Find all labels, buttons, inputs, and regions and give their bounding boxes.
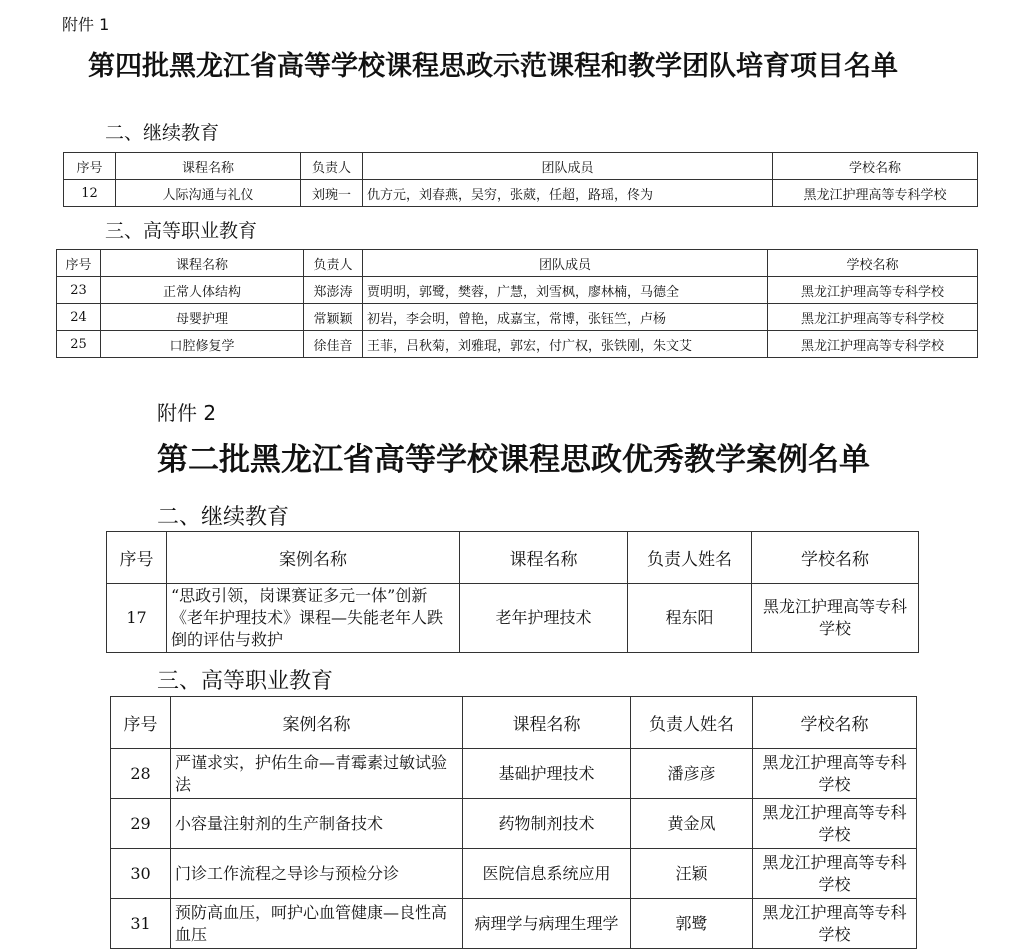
header-course: 课程名称 [460, 532, 628, 584]
cell-members: 王菲，吕秋菊，刘雅琨，郭宏，付广权，张铁刚，朱文艾 [363, 331, 768, 358]
a1-vocational-table [56, 249, 978, 358]
cell-case: 门诊工作流程之导诊与预检分诊 [171, 849, 463, 899]
header-school: 学校名称 [753, 697, 917, 749]
header-members: 团队成员 [363, 250, 768, 277]
cell-course: 老年护理技术 [460, 584, 628, 653]
table-row [111, 799, 917, 849]
attachment2-label: 附件 2 [157, 401, 217, 425]
cell-course: 基础护理技术 [463, 749, 631, 799]
cell-lead: 徐佳音 [304, 331, 363, 358]
cell-lead: 郭鹭 [631, 899, 753, 949]
header-no: 序号 [111, 697, 171, 749]
table-row [57, 331, 978, 358]
cell-lead: 黄金凤 [631, 799, 753, 849]
a2-continuing-table [106, 531, 919, 653]
header-lead: 负责人 [301, 153, 363, 180]
header-members: 团队成员 [363, 153, 773, 180]
header-school: 学校名称 [752, 532, 919, 584]
cell-course: 正常人体结构 [101, 277, 304, 304]
cell-no: 31 [111, 899, 171, 949]
table-header-row [57, 250, 978, 277]
cell-lead: 程东阳 [628, 584, 752, 653]
cell-no: 25 [57, 331, 101, 358]
cell-course: 药物制剂技术 [463, 799, 631, 849]
header-no: 序号 [64, 153, 116, 180]
cell-school: 黑龙江护理高等专科学校 [768, 277, 978, 304]
a2-vocational-table [110, 696, 917, 949]
cell-lead: 刘琬一 [301, 180, 363, 207]
cell-lead: 潘彦彦 [631, 749, 753, 799]
cell-case: 严谨求实，护佑生命—青霉素过敏试验法 [171, 749, 463, 799]
table-row [111, 849, 917, 899]
cell-case: “思政引领，岗课赛证多元一体”创新《老年护理技术》课程—失能老年人跌倒的评估与救护 [167, 584, 460, 653]
header-case: 案例名称 [171, 697, 463, 749]
a2-section-continuing-heading: 二、继续教育 [157, 505, 290, 530]
header-no: 序号 [107, 532, 167, 584]
cell-no: 24 [57, 304, 101, 331]
header-lead: 负责人姓名 [631, 697, 753, 749]
cell-course: 医院信息系统应用 [463, 849, 631, 899]
cell-lead: 常颖颖 [304, 304, 363, 331]
cell-school: 黑龙江护理高等专科学校 [752, 584, 919, 653]
a1-section-vocational-heading: 三、高等职业教育 [105, 220, 258, 242]
cell-course: 母婴护理 [101, 304, 304, 331]
header-no: 序号 [57, 250, 101, 277]
header-course: 课程名称 [101, 250, 304, 277]
attachment2-title: 第二批黑龙江省高等学校课程思政优秀教学案例名单 [157, 442, 870, 478]
table-row [57, 277, 978, 304]
cell-school: 黑龙江护理高等专科学校 [753, 749, 917, 799]
cell-no: 23 [57, 277, 101, 304]
cell-members: 仇方元，刘春燕，吴穷，张葳，任超，路瑶，佟为 [363, 180, 773, 207]
table-row [107, 584, 919, 653]
cell-school: 黑龙江护理高等专科学校 [768, 331, 978, 358]
cell-members: 初岩，李会明，曾艳，成嘉宝，常博，张钰竺，卢杨 [363, 304, 768, 331]
table-row [111, 899, 917, 949]
header-school: 学校名称 [773, 153, 978, 180]
cell-no: 12 [64, 180, 116, 207]
cell-school: 黑龙江护理高等专科学校 [768, 304, 978, 331]
a1-section-continuing-heading: 二、继续教育 [105, 122, 220, 144]
cell-no: 17 [107, 584, 167, 653]
header-course: 课程名称 [463, 697, 631, 749]
a1-continuing-table [63, 152, 978, 207]
table-header-row [111, 697, 917, 749]
cell-course: 病理学与病理生理学 [463, 899, 631, 949]
cell-no: 29 [111, 799, 171, 849]
cell-lead: 郑澎涛 [304, 277, 363, 304]
header-case: 案例名称 [167, 532, 460, 584]
cell-school: 黑龙江护理高等专科学校 [753, 799, 917, 849]
cell-case: 预防高血压，呵护心血管健康—良性高血压 [171, 899, 463, 949]
cell-course: 口腔修复学 [101, 331, 304, 358]
table-header-row [107, 532, 919, 584]
a2-section-vocational-heading: 三、高等职业教育 [157, 669, 334, 694]
cell-no: 30 [111, 849, 171, 899]
attachment1-title: 第四批黑龙江省高等学校课程思政示范课程和教学团队培育项目名单 [88, 51, 898, 82]
cell-school: 黑龙江护理高等专科学校 [753, 849, 917, 899]
table-row [111, 749, 917, 799]
cell-school: 黑龙江护理高等专科学校 [753, 899, 917, 949]
header-school: 学校名称 [768, 250, 978, 277]
header-course: 课程名称 [116, 153, 301, 180]
cell-course: 人际沟通与礼仪 [116, 180, 301, 207]
cell-no: 28 [111, 749, 171, 799]
cell-school: 黑龙江护理高等专科学校 [773, 180, 978, 207]
cell-members: 贾明明，郭鹭，樊蓉，广慧，刘雪枫，廖林楠，马德全 [363, 277, 768, 304]
header-lead: 负责人姓名 [628, 532, 752, 584]
table-row [57, 304, 978, 331]
table-row [64, 180, 978, 207]
cell-case: 小容量注射剂的生产制备技术 [171, 799, 463, 849]
cell-lead: 汪颖 [631, 849, 753, 899]
header-lead: 负责人 [304, 250, 363, 277]
attachment1-label: 附件 1 [62, 15, 110, 34]
table-header-row [64, 153, 978, 180]
